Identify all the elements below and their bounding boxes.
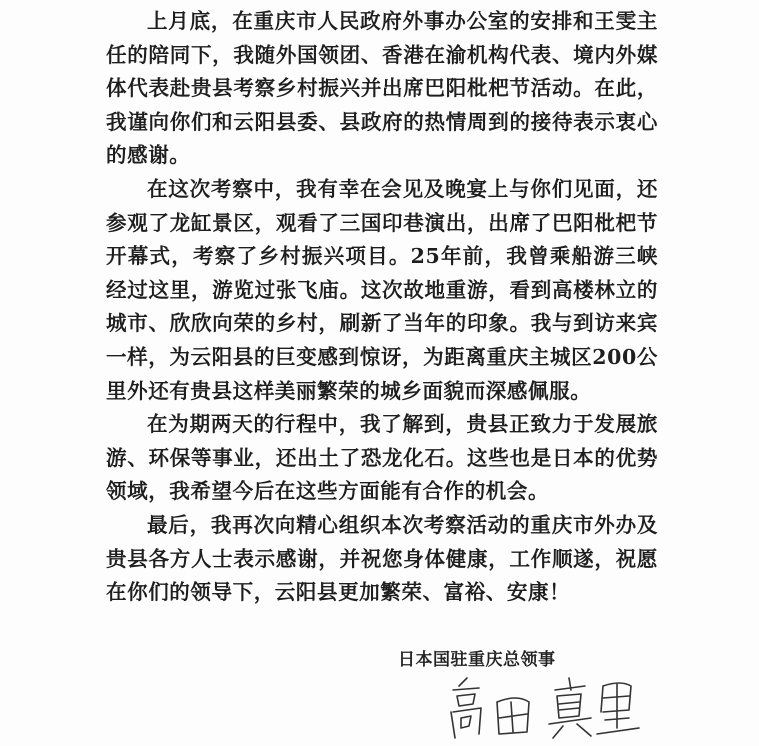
letter-body [106,5,658,610]
paragraph-2: 在这次考察中，我有幸在会见及晚宴上与你们见面，还参观了龙缸景区，观看了三国印巷演出，出席了巴阳枇杷节开幕式，考察了乡村振兴项目。25年前，我曾乘船游三峡经过这里，游览过张飞庙。这次故地重游，看到高楼林立的城市、欣欣向荣的乡村，刷新了当年的印象。我与到访来宾一样，为云阳县的巨变感到惊讶，为距离重庆主城区200公里外还有贵县这样美丽繁荣的城乡面貌而深感佩服。 [106,176,658,403]
signoff-title: 日本国驻重庆总领事 [398,650,556,670]
paragraph-1: 上月底，在重庆市人民政府外事办公室的安排和王雯主任的陪同下，我随外国领团、香港在渝机构代表、境内外媒体代表赴贵县考察乡村振兴并出席巴阳枇杷节活动。在此，我谨向你们和云阳县委、县政府的热情周到的接待表示衷心的感谢。 [106,9,658,168]
signature-icon [445,672,645,740]
handwritten-signature [445,672,645,740]
paragraph-3: 在为期两天的行程中，我了解到，贵县正致力于发展旅游、环保等事业，还出土了恐龙化石。这些也是日本的优势领域，我希望今后在这些方面能有合作的机会。 [106,412,658,504]
paragraph-4: 最后，我再次向精心组织本次考察活动的重庆市外办及贵县各方人士表示感谢，并祝您身体健康，工作顺遂，祝愿在你们的领导下，云阳县更加繁荣、富裕、安康！ [106,512,658,605]
